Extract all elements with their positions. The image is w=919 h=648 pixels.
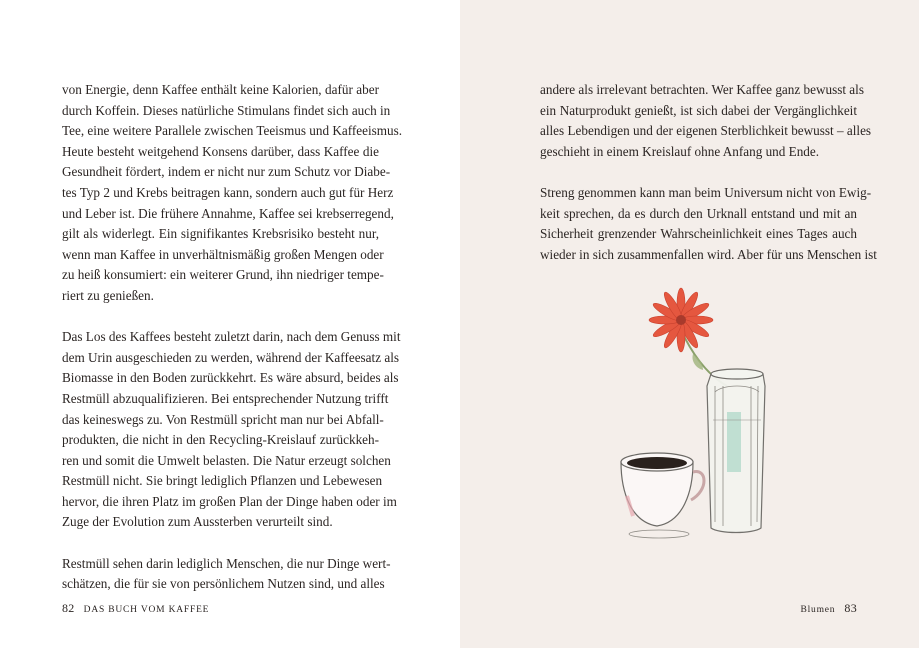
text-line: keit sprechen, da es durch den Urknall entstand und mit an	[540, 205, 857, 221]
left-page-body	[62, 80, 403, 595]
running-title-right: Blumen	[800, 605, 836, 615]
text-line: Restmüll abzuqualifizieren. Bei entsprechender Nutzung trifft	[62, 390, 389, 406]
text-line: schätzen, die für sie von persönlichem Nutzen sind, und alles	[62, 576, 385, 592]
text-line: andere als irrelevant betrachten. Wer Kaffee ganz bewusst als	[540, 82, 864, 97]
text-line: alles Lebendigen und der eigenen Sterblichkeit bewusst – alles	[540, 123, 872, 139]
text-line: Zuge der Evolution zum Aussterben verurteilt sind.	[62, 514, 333, 530]
text-line: wieder in sich zusammenfallen wird. Aber für uns Menschen ist	[540, 246, 877, 262]
paragraph	[540, 80, 872, 162]
paragraph-gap	[62, 533, 379, 554]
paragraph	[62, 554, 391, 595]
page-number-left: 82	[62, 601, 75, 615]
text-line: produkten, die nicht in den Recycling-Kreislauf zurückkeh-	[62, 432, 379, 448]
text-line: tes Typ 2 und Krebs beitragen kann, sondern auch gut für Herz	[62, 184, 394, 200]
text-line: Das Los des Kaffees besteht zuletzt darin, nach dem Genuss mit	[62, 329, 401, 345]
right-page-footer	[800, 601, 857, 616]
text-line: von Energie, denn Kaffee enthält keine Kalorien, dafür aber	[62, 82, 379, 97]
text-line: ein Naturprodukt genießt, ist sich dabei der Vergänglichkeit	[540, 102, 857, 118]
text-line: dem Urin ausgeschieden zu werden, während der Kaffeesatz als	[62, 349, 399, 365]
text-line: Streng genommen kann man beim Universum nicht von Ewig-	[540, 184, 872, 200]
text-line: Heute besteht weitgehend Konsens darüber, dass Kaffee die	[62, 143, 379, 159]
paragraph-gap	[62, 307, 379, 328]
paragraph-gap	[540, 162, 857, 183]
text-line: zu heiß konsumiert: ein weiterer Grund, ihn niedriger tempe-	[62, 267, 384, 283]
text-line: Sicherheit grenzender Wahrscheinlichkeit eines Tages auch	[540, 226, 857, 242]
text-line: riert zu genießen.	[62, 287, 154, 303]
page-number-right: 83	[844, 601, 857, 615]
text-line: ren und somit die Umwelt belasten. Die Natur erzeugt solchen	[62, 452, 391, 468]
text-line: gilt als widerlegt. Ein signifikantes Krebsrisiko besteht nur,	[62, 226, 379, 242]
text-line: Gesundheit fördert, indem er nicht nur zum Schutz vor Diabe-	[62, 164, 391, 180]
paragraph	[62, 327, 401, 533]
running-title-left: DAS BUCH VOM KAFFEE	[83, 605, 210, 615]
text-line: hervor, die ihren Platz im großen Plan der Dinge haben oder im	[62, 493, 397, 509]
text-line: Tee, eine weitere Parallele zwischen Teeismus und Kaffeeismus.	[62, 123, 403, 139]
text-line: das keineswegs zu. Von Restmüll spricht man nur bei Abfall-	[62, 411, 384, 427]
text-line: Biomasse in den Boden zurückkehrt. Es wäre absurd, beides als	[62, 370, 399, 386]
paragraph	[540, 183, 877, 265]
text-line: Restmüll nicht. Sie bringt lediglich Pflanzen und Lebewesen	[62, 473, 383, 489]
text-line: Restmüll sehen darin lediglich Menschen, die nur Dinge wert-	[62, 555, 391, 571]
text-line: und Leber ist. Die frühere Annahme, Kaffee sei krebserregend,	[62, 205, 394, 221]
right-page-body	[540, 80, 877, 265]
left-page-footer	[62, 601, 209, 616]
text-line: wenn man Kaffee in unverhältnismäßig großen Mengen oder	[62, 246, 384, 262]
flower-vase-and-coffee-cup-icon	[603, 282, 773, 546]
text-line: geschieht in einem Kreislauf ohne Anfang und Ende.	[540, 143, 820, 159]
paragraph	[62, 80, 403, 307]
text-line: durch Koffein. Dieses natürliche Stimulans findet sich auch in	[62, 102, 391, 118]
